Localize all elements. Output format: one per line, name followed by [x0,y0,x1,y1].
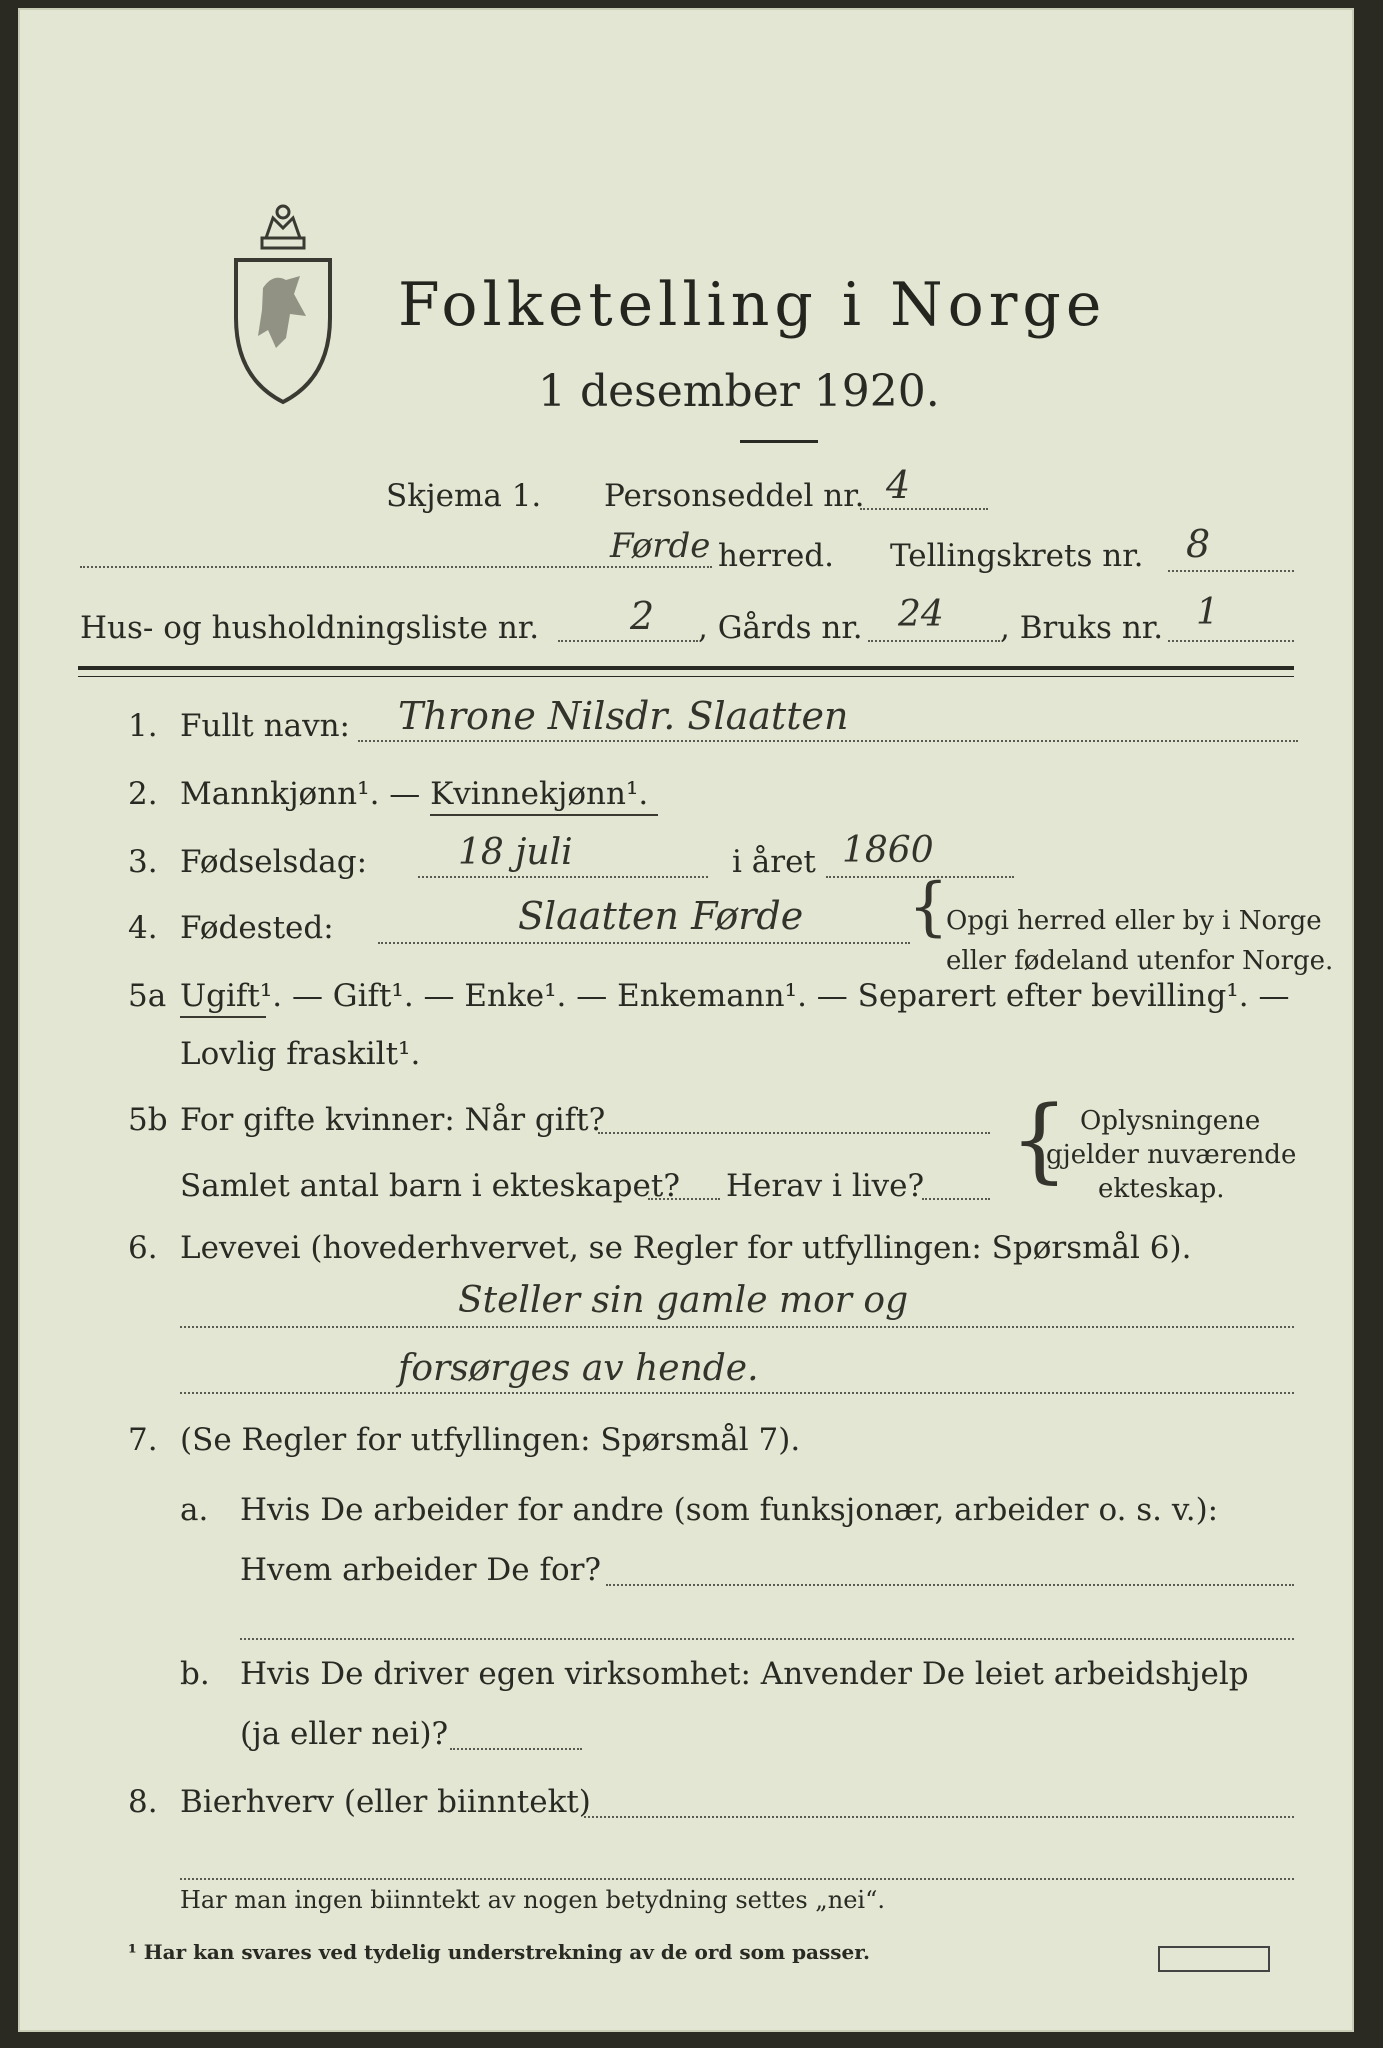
alive-label: Herav i live? [726,1168,925,1204]
children-field[interactable] [648,1198,720,1200]
q4-note-line1: Opgi herred eller by i Norge [946,906,1322,936]
hired-help-field[interactable] [450,1748,582,1750]
q5b-note-line1: Oplysningene [1080,1106,1261,1136]
q2-number: 2. [128,776,158,812]
q7b-line1: Hvis De driver egen virksomhet: Anvender De leiet arbeidshjelp [240,1656,1249,1692]
birthplace-field[interactable] [378,942,910,944]
q7b-number: b. [180,1656,210,1692]
kvinnekjonn-underline [430,814,658,816]
married-when-field[interactable] [598,1132,990,1134]
q5b-note-line2: gjelder nuværende [1046,1140,1297,1170]
footnote: ¹ Har kan svares ved tydelig understrekning av de ord som passer. [128,1940,870,1964]
bruks-label: , Bruks nr. [1000,610,1164,646]
q1-label: Fullt navn: [180,708,350,744]
q7a-line1: Hvis De arbeider for andre (som funksjonær, arbeider o. s. v.): [240,1492,1219,1528]
census-form [18,8,1354,2032]
personseddel-field[interactable] [860,508,988,510]
occupation-field-1[interactable] [180,1326,1294,1328]
full-name-value: Throne Nilsdr. Slaatten [398,694,849,738]
bruks-value: 1 [1196,592,1219,633]
herred-value: Førde [610,526,711,566]
occupation-value-1: Steller sin gamle mor og [458,1280,909,1321]
q4-label: Fødested: [180,910,334,946]
q4-note-line2: eller fødeland utenfor Norge. [946,946,1334,976]
brace: { [908,870,949,944]
occupation-field-2[interactable] [180,1392,1294,1394]
alive-field[interactable] [922,1198,990,1200]
herred-label: herred. [718,538,834,574]
q7a-number: a. [180,1492,209,1528]
employer-field[interactable] [606,1584,1294,1586]
birthday-value: 18 juli [458,832,573,873]
q8-note: Har man ingen biinntekt av nogen betydning settes „nei“. [180,1886,885,1914]
personseddel-label: Personseddel nr. [604,478,865,514]
birth-year-value: 1860 [842,830,934,871]
printer-stamp [1158,1946,1270,1972]
side-income-field[interactable] [584,1816,1294,1818]
q8-label: Bierhverv (eller biinntekt) [180,1784,591,1820]
q1-number: 1. [128,708,158,744]
ugift-underline [180,1016,266,1018]
husliste-label: Hus- og husholdningsliste nr. [80,610,540,646]
divider [740,440,818,443]
husliste-value: 2 [630,594,655,638]
q3-label: Fødselsdag: [180,844,368,880]
husliste-field[interactable] [558,640,698,642]
q4-number: 4. [128,910,158,946]
coat-of-arms-icon [228,198,338,408]
q6-label: Levevei (hovederhvervet, se Regler for utfyllingen: Spørsmål 6). [180,1230,1192,1266]
header-rule-thin [78,676,1294,677]
gards-field[interactable] [868,640,1000,642]
tellingskrets-field[interactable] [1168,570,1294,572]
q7-label: (Se Regler for utfyllingen: Spørsmål 7). [180,1422,801,1458]
gards-label: , Gårds nr. [698,610,863,646]
gards-value: 24 [898,594,944,635]
marital-status-options: Ugift¹. — Gift¹. — Enke¹. — Enkemann¹. — Separert efter bevilling¹. — [180,978,1290,1014]
full-name-field[interactable] [358,740,1298,742]
personseddel-value: 4 [886,463,911,507]
q5b-note-line3: ekteskap. [1098,1174,1225,1204]
schema-label: Skjema 1. [386,478,542,514]
employer-field-2[interactable] [240,1638,1294,1640]
children-label: Samlet antal barn i ekteskapet? [180,1168,680,1204]
side-income-field-2[interactable] [180,1878,1294,1880]
tellingskrets-label: Tellingskrets nr. [890,538,1144,574]
year-label: i året [732,844,816,880]
birthplace-value: Slaatten Førde [518,894,804,938]
census-date: 1 desember 1920. [538,366,940,417]
q5b-number: 5b [128,1102,168,1138]
header-rule [78,666,1294,670]
gender-options: Mannkjønn¹. — Kvinnekjønn¹. [180,776,649,812]
marital-status-line2: Lovlig fraskilt¹. [180,1036,421,1072]
q7-number: 7. [128,1422,158,1458]
occupation-value-2: forsørges av hende. [398,1348,759,1389]
q6-number: 6. [128,1230,158,1266]
q3-number: 3. [128,844,158,880]
herred-field[interactable] [80,566,712,568]
birthday-field[interactable] [418,876,708,878]
brace: { [1010,1086,1069,1193]
bruks-field[interactable] [1168,640,1294,642]
tellingskrets-value: 8 [1186,522,1211,566]
q7a-line2: Hvem arbeider De for? [240,1552,602,1588]
page-title: Folketelling i Norge [398,270,1107,340]
q5a-number: 5a [128,978,167,1014]
married-when-label: For gifte kvinner: Når gift? [180,1102,606,1138]
q7b-line2: (ja eller nei)? [240,1716,449,1752]
q8-number: 8. [128,1784,158,1820]
